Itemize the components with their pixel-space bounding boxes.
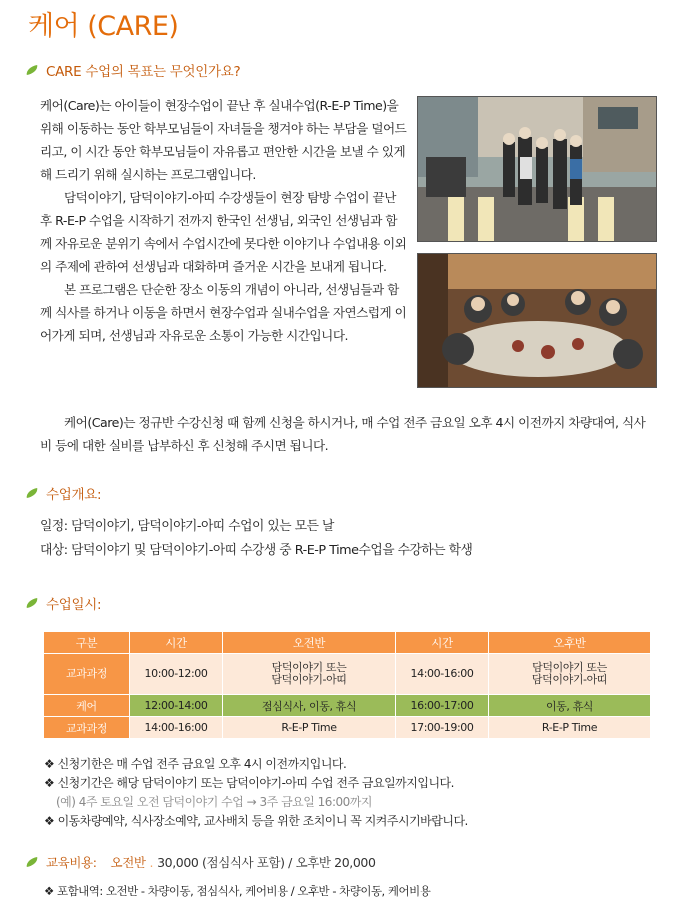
pm-class-cell: R-E-P Time <box>489 717 651 739</box>
am-class-cell: 점심식사, 이동, 휴식 <box>223 695 396 717</box>
page-title: 케어 (CARE) <box>28 11 179 42</box>
leaf-bullet-icon <box>25 488 38 498</box>
cost-line <box>26 853 376 871</box>
table-row <box>44 717 651 739</box>
pm-class-cell <box>489 654 651 695</box>
pm-time-cell: 17:00-19:00 <box>396 717 489 739</box>
overview-heading <box>26 483 101 503</box>
table-header-row <box>44 632 651 654</box>
overview-schedule: 일정: 담덕이야기, 담덕이야기-아띠 수업이 있는 모든 날 <box>40 519 334 534</box>
leaf-bullet-icon <box>25 65 38 75</box>
col-pm-time: 시간 <box>396 632 489 654</box>
photo-group-meal <box>417 253 657 388</box>
note-item: ❖ 신청기간은 해당 담덕이야기 또는 담덕이야기-아띠 수업 전주 금요일까지입니다. <box>44 776 454 790</box>
col-pm-class: 오후반 <box>489 632 651 654</box>
goal-intro-block <box>40 94 408 347</box>
goal-paragraph-1: 케어(Care)는 아이들이 현장수업이 끝난 후 실내수업(R-E-P Time)을 위해 이동하는 동안 학부모님들이 자녀들을 챙겨야 하는 부담을 덜어드리고, 이 시간 동안 학부모님들이 자유롭고 편안한 시간을 보낼 수 있게 해 드리기 위해 실시하는 프로그램입니다. <box>40 98 407 182</box>
schedule-notes <box>44 755 468 831</box>
am-class-cell <box>223 654 396 695</box>
leaf-bullet-icon <box>25 598 38 608</box>
cost-includes: ❖ 포함내역: 오전반 - 차량이동, 점심식사, 케어비용 / 오후반 - 차량이동, 케어비용 <box>44 884 431 898</box>
goal-paragraph-3: 본 프로그램은 단순한 장소 이동의 개념이 아니라, 선생님들과 함께 식사를 하거나 이동을 하면서 현장수업과 실내수업을 자연스럽게 이어가게 되며, 선생님과 자유로운 소통이 가능한 시간입니다. <box>40 282 407 343</box>
goal-closing-block <box>40 411 654 457</box>
cost-values: 30,000 (점심식사 포함) / 오후반 20,000 <box>157 855 376 870</box>
overview-info <box>40 515 472 563</box>
goal-heading-text: CARE 수업의 목표는 무엇인가요? <box>46 64 241 80</box>
schedule-table <box>43 631 651 739</box>
col-am-time: 시간 <box>130 632 223 654</box>
time-heading-text: 수업일시: <box>46 597 102 613</box>
table-row <box>44 695 651 717</box>
am-time-cell: 10:00-12:00 <box>130 654 223 695</box>
cost-am-label: 오전반 <box>110 855 146 870</box>
note-example: (예) 4주 토요일 오전 담덕이야기 수업 → 3주 금요일 16:00까지 <box>56 795 372 809</box>
time-heading <box>26 593 101 613</box>
table-row <box>44 654 651 695</box>
goal-paragraph-4: 케어(Care)는 정규반 수강신청 때 함께 신청을 하시거나, 매 수업 전주 금요일 오후 4시 이전까지 차량대여, 식사비 등에 대한 실비를 납부하신 후 신청해 주시면 됩니다. <box>40 415 646 453</box>
pm-class-cell: 이동, 휴식 <box>489 695 651 717</box>
am-class-line2: 담덕이야기-아띠 <box>271 673 347 686</box>
pm-class-line1: 담덕이야기 또는 <box>532 661 607 674</box>
pm-class-line2: 담덕이야기-아띠 <box>531 673 608 686</box>
photo-street-walk <box>417 96 657 242</box>
leaf-bullet-icon <box>25 857 38 867</box>
goal-heading <box>26 60 240 80</box>
am-time-cell: 12:00-14:00 <box>130 695 223 717</box>
overview-target: 대상: 담덕이야기 및 담덕이야기-아띠 수강생 중 R-E-P Time수업을 수강하는 학생 <box>40 543 473 558</box>
row-label: 교과과정 <box>44 717 130 739</box>
am-class-cell: R-E-P Time <box>223 717 396 739</box>
note-item: ❖ 신청기한은 매 수업 전주 금요일 오후 4시 이전까지입니다. <box>44 757 347 771</box>
am-class-line1: 담덕이야기 또는 <box>271 661 347 674</box>
col-am-class: 오전반 <box>223 632 396 654</box>
cost-label: 교육비용: <box>46 855 97 870</box>
goal-paragraph-2: 담덕이야기, 담덕이야기-아띠 수강생들이 현장 탐방 수업이 끝난 후 R-E-P 수업을 시작하기 전까지 한국인 선생님, 외국인 선생님과 함께 자유로운 분위기 속에서 수업시간에 못다한 이야기나 수업내용 이외의 주제에 관하여 선생님과 대화하며 즐거운 시간을 보내게 됩니다. <box>40 190 407 274</box>
row-label: 케어 <box>44 695 130 717</box>
overview-heading-text: 수업개요: <box>46 487 102 503</box>
am-time-cell: 14:00-16:00 <box>130 717 223 739</box>
note-item: ❖ 이동차량예약, 식사장소예약, 교사배치 등을 위한 조치이니 꼭 지켜주시기바랍니다. <box>44 814 468 828</box>
pm-time-cell: 16:00-17:00 <box>396 695 489 717</box>
row-label: 교과과정 <box>44 654 130 695</box>
pm-time-cell: 14:00-16:00 <box>396 654 489 695</box>
col-category: 구분 <box>44 632 130 654</box>
separator-dot: . <box>149 854 154 870</box>
